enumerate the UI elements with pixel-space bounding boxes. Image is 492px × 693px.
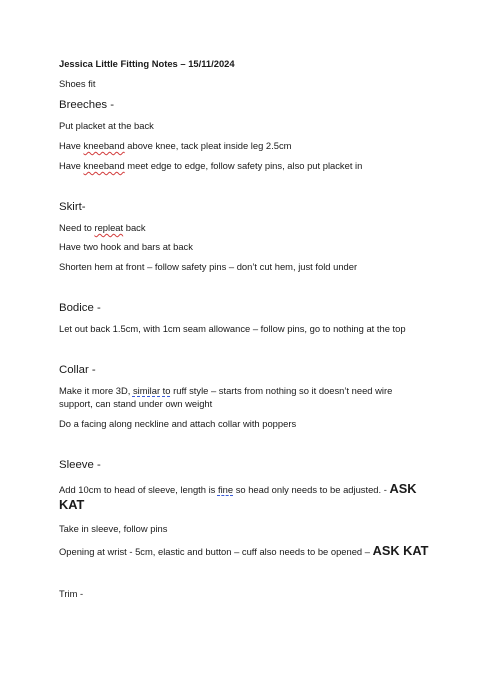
bodice-note-1: Let out back 1.5cm, with 1cm seam allowance – follow pins, go to nothing at the top [59, 323, 406, 334]
breeches-note-1: Put placket at the back [59, 120, 154, 131]
text-fragment: ruff style – starts from nothing so it doesn’t need wire [170, 385, 393, 396]
text-fragment: meet edge to edge, follow safety pins, also put placket in [124, 160, 363, 171]
text-fragment: Add 10cm to head of sleeve, length is [59, 484, 218, 495]
skirt-note-2: Have two hook and bars at back [59, 241, 193, 252]
text-fragment: so head only needs to be adjusted. - [233, 484, 390, 495]
sleeve-heading: Sleeve - [59, 459, 101, 471]
skirt-note-1 [59, 222, 146, 234]
trim-heading: Trim - [59, 588, 84, 599]
spelling-flagged-word[interactable]: repleat [94, 222, 124, 233]
collar-note-1-continued: support, can stand under own weight [59, 398, 213, 409]
text-fragment: Have [59, 160, 84, 171]
sleeve-note-1 [59, 483, 416, 496]
text-fragment: Have [59, 140, 84, 151]
ask-kat-callout-continued: KAT [59, 497, 85, 512]
spelling-flagged-word[interactable]: kneeband [83, 160, 125, 171]
bodice-heading: Bodice - [59, 302, 101, 314]
text-fragment: Make it more 3D, [59, 385, 133, 396]
grammar-flagged-word[interactable]: fine [217, 484, 234, 495]
collar-note-2: Do a facing along neckline and attach collar with poppers [59, 418, 297, 429]
text-fragment: above knee, tack pleat inside leg 2.5cm [124, 140, 292, 151]
text-fragment: back [123, 222, 146, 233]
ask-kat-callout: ASK [389, 481, 417, 496]
breeches-heading: Breeches - [59, 99, 115, 111]
ask-kat-callout: ASK KAT [372, 543, 429, 558]
skirt-note-3: Shorten hem at front – follow safety pins – don’t cut hem, just fold under [59, 261, 358, 272]
collar-note-1 [59, 385, 392, 397]
skirt-heading: Skirt- [59, 201, 86, 213]
document-title: Jessica Little Fitting Notes – 15/11/2024 [59, 58, 235, 69]
breeches-note-3 [59, 160, 362, 172]
text-fragment: Opening at wrist - 5cm, elastic and button – cuff also needs to be opened – [59, 546, 373, 557]
collar-heading: Collar - [59, 364, 96, 376]
sleeve-note-3 [59, 545, 429, 558]
sleeve-note-2: Take in sleeve, follow pins [59, 523, 168, 534]
grammar-flagged-phrase[interactable]: similar to [132, 385, 171, 396]
spelling-flagged-word[interactable]: kneeband [83, 140, 125, 151]
breeches-note-2 [59, 140, 291, 152]
text-fragment: Need to [59, 222, 95, 233]
shoes-note: Shoes fit [59, 78, 96, 89]
